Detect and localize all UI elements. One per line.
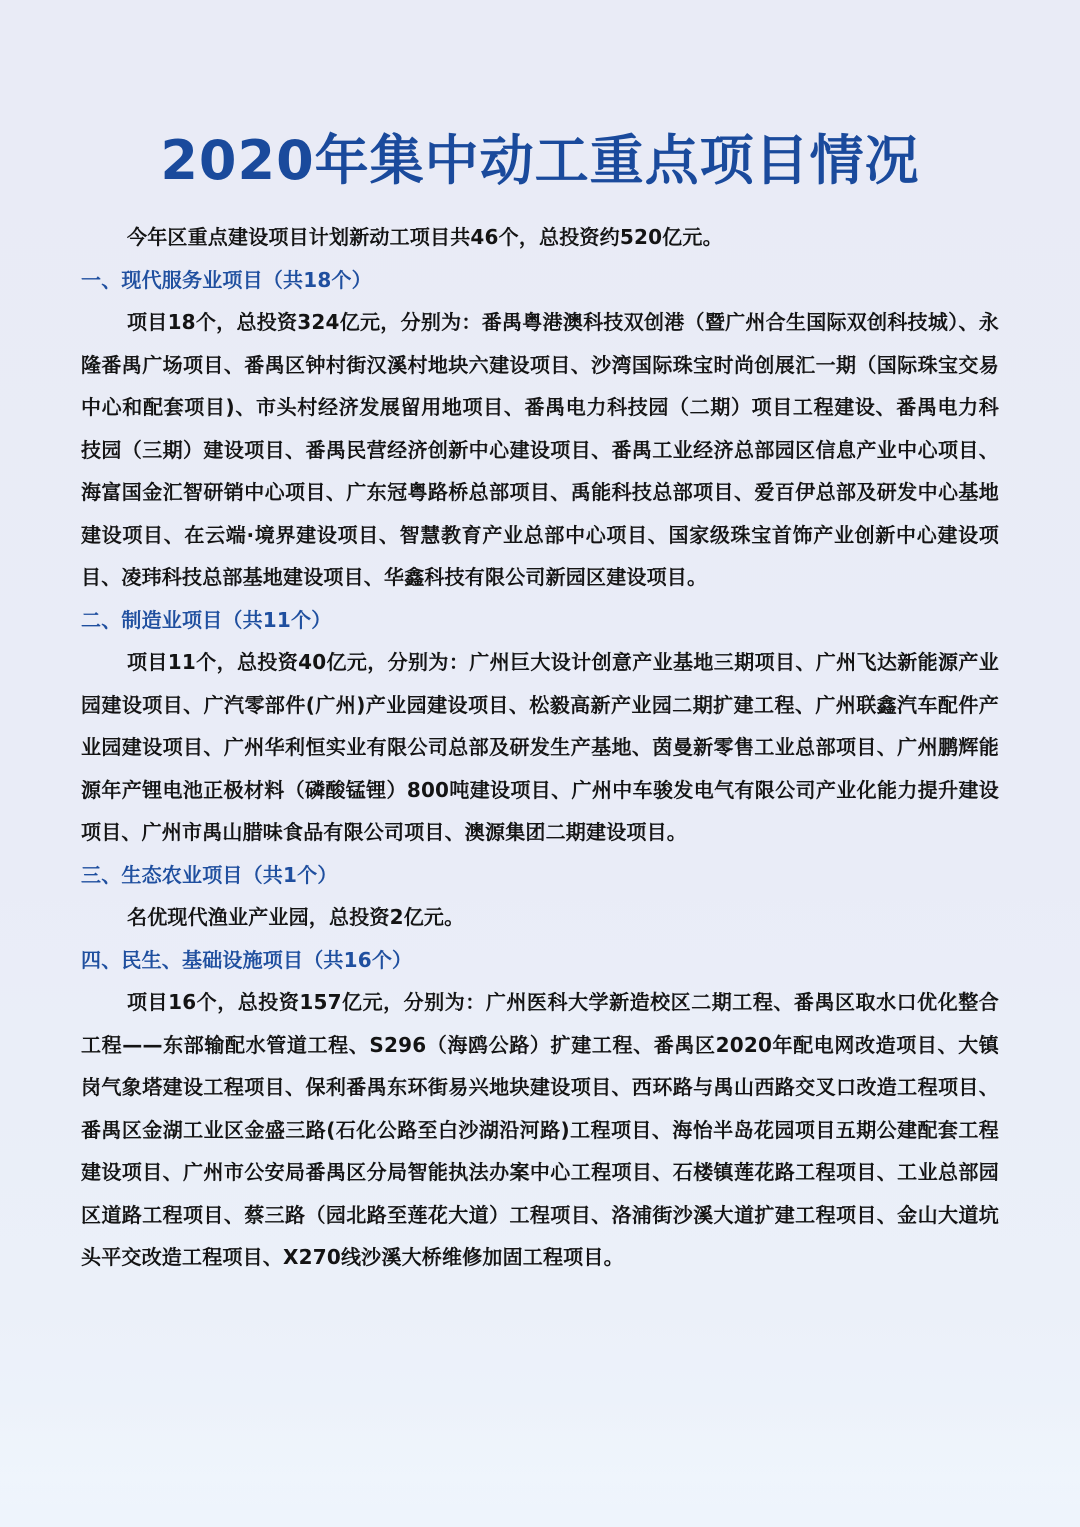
section-heading-eco-agriculture: 三、生态农业项目（共1个） bbox=[81, 862, 338, 887]
section-heading-manufacturing: 二、制造业项目（共11个） bbox=[81, 607, 332, 632]
section-heading-modern-services: 一、现代服务业项目（共18个） bbox=[81, 267, 372, 292]
page-title: 2020年集中动工重点项目情况 bbox=[160, 129, 920, 192]
section-body-eco-agriculture: 名优现代渔业产业园，总投资2亿元。 bbox=[127, 905, 465, 929]
background-decoration bbox=[0, 1400, 1080, 1527]
section-heading-livelihood-infrastructure: 四、民生、基础设施项目（共16个） bbox=[81, 947, 413, 972]
section-body-livelihood-infrastructure: 项目16个，总投资157亿元，分别为：广州医科大学新造校区二期工程、番禺区取水口优化整合工程——东部输配水管道工程、S296（海鸥公路）扩建工程、番禺区2020年配电网改造项目、大镇岗气象塔建设工程项目、保利番禺东环街易兴地块建设项目、西环路与禺山西路交叉口改造工程项目、番禺区金湖工业区金盛三路(石化公路至白沙湖沿河路)工程项目、海怡半岛花园项目五期公建配套工程建设项目、广州市公安局番禺区分局智能执法办案中心工程项目、石楼镇莲花路工程项目、工业总部园区道路工程项目、蔡三路（园北路至莲花大道）工程项目、洛浦街沙溪大道扩建工程项目、金山大道坑头平交改造工程项目、X270线沙溪大桥维修加固工程项目。 bbox=[81, 990, 999, 1269]
document-content bbox=[81, 216, 999, 1279]
section-body-manufacturing: 项目11个，总投资40亿元，分别为：广州巨大设计创意产业基地三期项目、广州飞达新能源产业园建设项目、广汽零部件(广州)产业园建设项目、松毅高新产业园二期扩建工程、广州联鑫汽车配件产业园建设项目、广州华利恒实业有限公司总部及研发生产基地、茵曼新零售工业总部项目、广州鹏辉能源年产锂电池正极材料（磷酸锰锂）800吨建设项目、广州中车骏发电气有限公司产业化能力提升建设项目、广州市禺山腊味食品有限公司项目、澳源集团二期建设项目。 bbox=[81, 650, 999, 844]
section-body-modern-services: 项目18个，总投资324亿元，分别为：番禺粤港澳科技双创港（暨广州合生国际双创科技城）、永隆番禺广场项目、番禺区钟村街汉溪村地块六建设项目、沙湾国际珠宝时尚创展汇一期（国际珠宝交易中心和配套项目)、市头村经济发展留用地项目、番禺电力科技园（二期）项目工程建设、番禺电力科技园（三期）建设项目、番禺民营经济创新中心建设项目、番禺工业经济总部园区信息产业中心项目、海富国金汇智研销中心项目、广东冠粤路桥总部项目、禹能科技总部项目、爱百伊总部及研发中心基地建设项目、在云端·境界建设项目、智慧教育产业总部中心项目、国家级珠宝首饰产业创新中心建设项目、凌玮科技总部基地建设项目、华鑫科技有限公司新园区建设项目。 bbox=[81, 310, 999, 589]
intro-paragraph: 今年区重点建设项目计划新动工项目共46个，总投资约520亿元。 bbox=[127, 225, 723, 249]
